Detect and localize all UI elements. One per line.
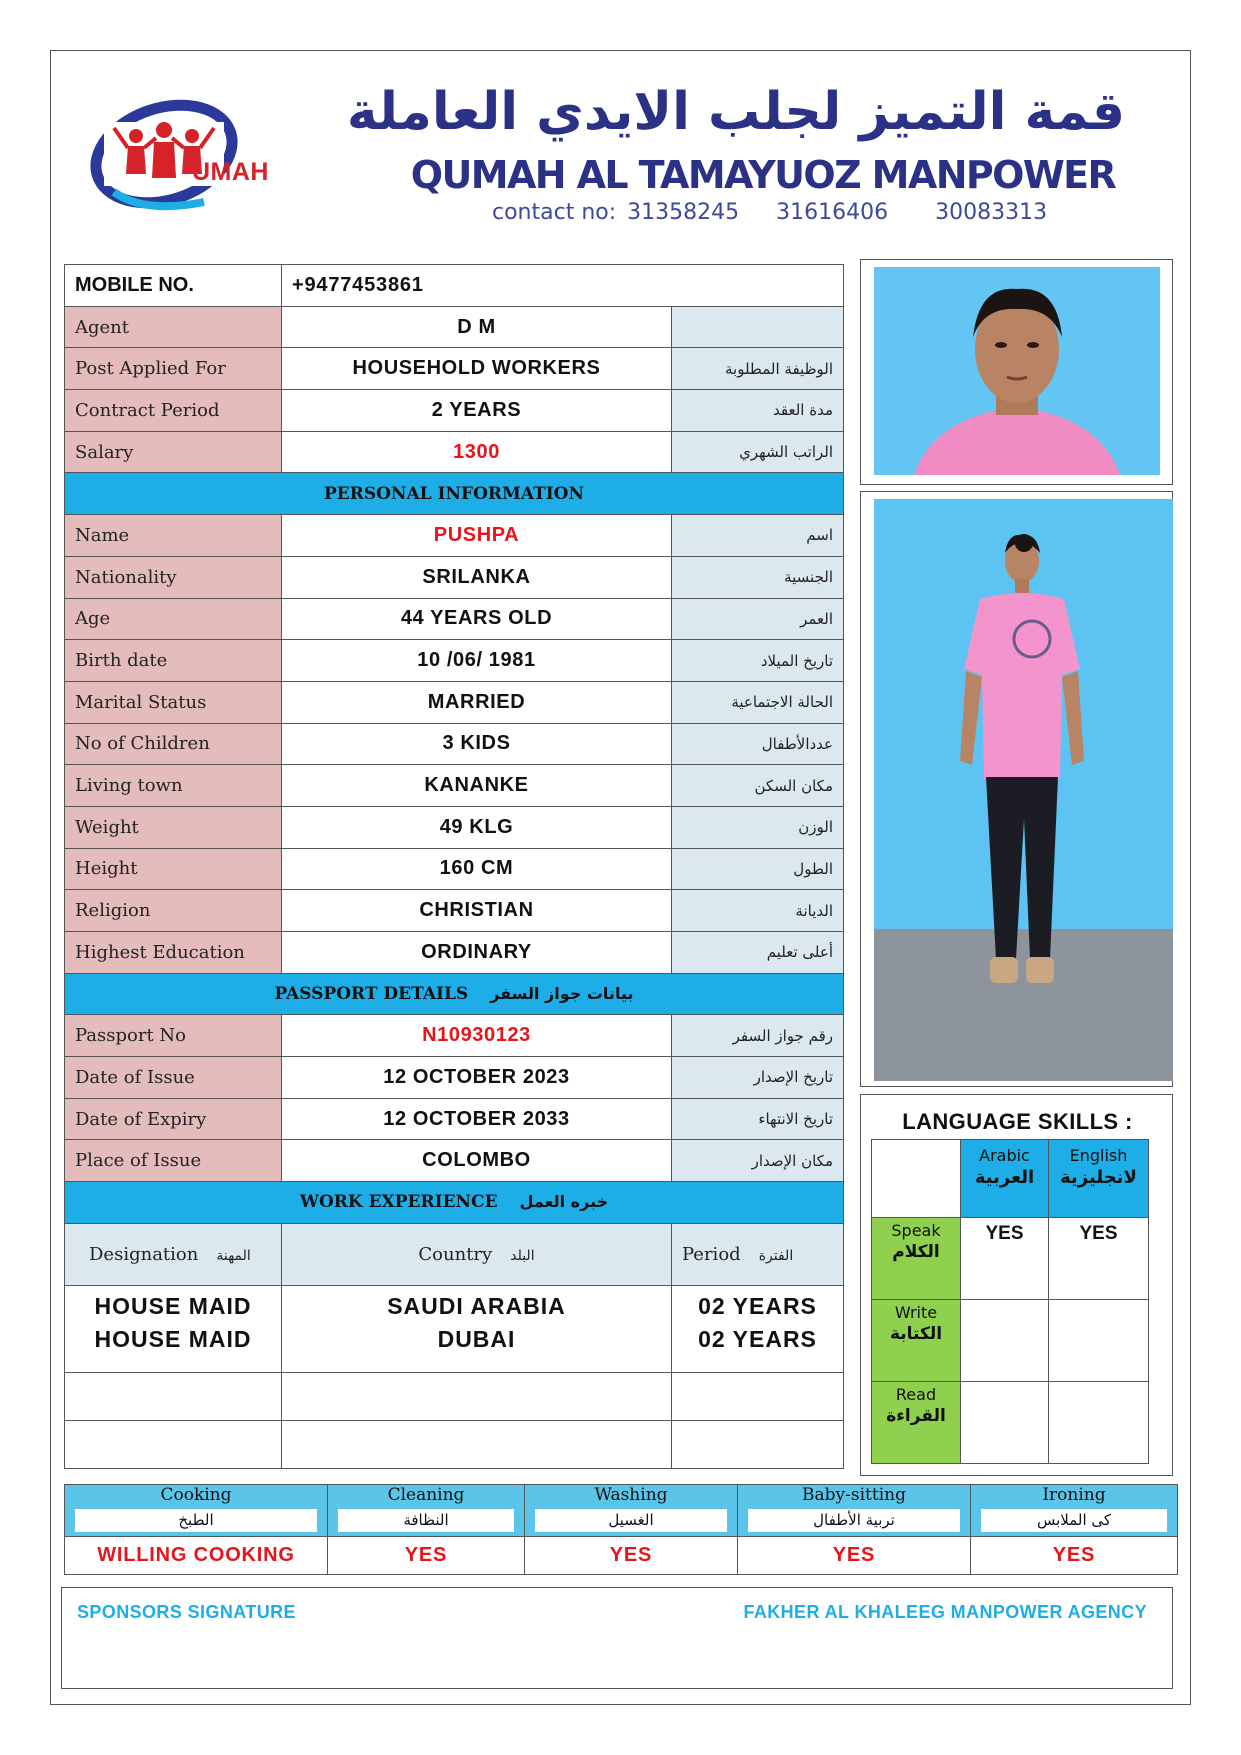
personal-field-arabic-label: الجنسية (672, 556, 844, 598)
work-header-designation-label: Designation (89, 1243, 199, 1265)
english-company-title: QUMAH AL TAMAYUOZ MANPOWER (410, 153, 1116, 197)
passport-field-arabic-label: تاريخ الانتهاء (672, 1098, 844, 1140)
skill-header-ar-cell (65, 1509, 328, 1537)
language-col-label: English (1069, 1146, 1128, 1165)
skill-header: Cleaning (328, 1485, 525, 1509)
passport-field-arabic-label: تاريخ الإصدار (672, 1057, 844, 1099)
empty-cell (672, 1420, 844, 1468)
passport-section-header (65, 973, 844, 1015)
passport-field-row (65, 1098, 844, 1140)
language-col-label-ar: العربية (974, 1167, 1035, 1188)
application-field-row (65, 306, 844, 348)
empty-cell (282, 1420, 672, 1468)
language-skills-title: LANGUAGE SKILLS : (902, 1109, 1133, 1134)
personal-field-label: Marital Status (65, 681, 282, 723)
language-skills-table (871, 1139, 1149, 1464)
personal-field-label: No of Children (65, 723, 282, 765)
application-field-label: Post Applied For (65, 348, 282, 390)
work-section-header (65, 1182, 844, 1224)
personal-field-value: 10 /06/ 1981 (282, 640, 672, 682)
skill-value: YES (738, 1537, 971, 1575)
skill-value: YES (525, 1537, 738, 1575)
skill-header-ar: الغسيل (535, 1509, 727, 1532)
personal-field-value: 160 CM (282, 848, 672, 890)
logo-text: UMAH (192, 158, 269, 186)
company-logo (74, 94, 328, 219)
application-field-value: 1300 (282, 431, 672, 473)
skill-header-ar-cell (971, 1509, 1178, 1537)
personal-field-row (65, 556, 844, 598)
sponsor-signature-label: SPONSORS SIGNATURE (77, 1602, 296, 1622)
work-header-country-label-ar: البلد (510, 1247, 535, 1264)
passport-field-label: Date of Expiry (65, 1098, 282, 1140)
application-field-row (65, 431, 844, 473)
application-field-label: Agent (65, 306, 282, 348)
contact-number-3: 30083313 (935, 200, 1048, 225)
passport-field-value: 12 OCTOBER 2023 (282, 1057, 672, 1099)
skill-header: Baby-sitting (738, 1485, 971, 1509)
passport-field-value: N10930123 (282, 1015, 672, 1057)
personal-field-label: Living town (65, 765, 282, 807)
personal-field-label: Birth date (65, 640, 282, 682)
work-header-row (65, 1223, 844, 1285)
personal-field-value: 49 KLG (282, 806, 672, 848)
language-col-label: Arabic (979, 1146, 1030, 1165)
passport-field-row (65, 1057, 844, 1099)
personal-field-label: Age (65, 598, 282, 640)
personal-field-row (65, 848, 844, 890)
personal-field-label: Name (65, 515, 282, 557)
personal-field-row (65, 723, 844, 765)
personal-field-label: Religion (65, 890, 282, 932)
skill-value: YES (328, 1537, 525, 1575)
skill-header-ar: كى الملابس (981, 1509, 1167, 1532)
skill-header-ar-cell (525, 1509, 738, 1537)
portrait-photo-box (860, 259, 1173, 485)
personal-field-row (65, 806, 844, 848)
work-section-title-ar: خبره العمل (519, 1192, 609, 1212)
skill-header: Cooking (65, 1485, 328, 1509)
passport-field-arabic-label: مكان الإصدار (672, 1140, 844, 1182)
work-header-period-label-ar: الفترة (758, 1247, 794, 1264)
application-field-label: Salary (65, 431, 282, 473)
mobile-value: +9477453861 (282, 265, 844, 307)
passport-field-row (65, 1140, 844, 1182)
work-period-value: 02 YEARS (672, 1285, 844, 1326)
personal-field-arabic-label: الوزن (672, 806, 844, 848)
arabic-company-title: قمة التميز لجلب الايدي العاملة (346, 82, 1125, 142)
speak-arabic-value: YES (961, 1218, 1049, 1300)
personal-field-row (65, 640, 844, 682)
skill-label: Read (895, 1385, 937, 1404)
empty-cell (65, 1372, 282, 1420)
application-field-arabic-label: الراتب الشهري (672, 431, 844, 473)
skill-header: Ironing (971, 1485, 1178, 1509)
work-header-designation (65, 1223, 282, 1285)
passport-field-label: Date of Issue (65, 1057, 282, 1099)
personal-field-arabic-label: عددالأطفال (672, 723, 844, 765)
language-row-read (872, 1382, 961, 1464)
skill-header-ar-cell (738, 1509, 971, 1537)
contact-line (492, 200, 1047, 225)
agency-name: FAKHER AL KHALEEG MANPOWER AGENCY (743, 1602, 1147, 1622)
personal-field-arabic-label: أعلى تعليم (672, 932, 844, 974)
passport-section-row (65, 973, 844, 1015)
work-section-title: WORK EXPERIENCE (299, 1192, 498, 1213)
personal-field-value: 44 YEARS OLD (282, 598, 672, 640)
personal-section-row (65, 473, 844, 515)
skill-header-ar: النظافة (338, 1509, 514, 1532)
application-field-value: HOUSEHOLD WORKERS (282, 348, 672, 390)
language-row-write (872, 1300, 961, 1382)
personal-field-row (65, 765, 844, 807)
signature-box (61, 1587, 1173, 1689)
language-corner-cell (872, 1140, 961, 1218)
mobile-label: MOBILE NO. (65, 265, 282, 307)
work-header-designation-label-ar: المهنة (216, 1247, 251, 1264)
language-col-english (1049, 1140, 1149, 1218)
application-field-value: 2 YEARS (282, 390, 672, 432)
personal-field-value: MARRIED (282, 681, 672, 723)
work-designation-value: HOUSE MAID (65, 1285, 282, 1326)
passport-field-arabic-label: رقم جواز السفر (672, 1015, 844, 1057)
personal-field-value: CHRISTIAN (282, 890, 672, 932)
passport-field-label: Place of Issue (65, 1140, 282, 1182)
work-country-value: DUBAI (282, 1326, 672, 1372)
passport-field-value: COLOMBO (282, 1140, 672, 1182)
personal-field-row (65, 598, 844, 640)
personal-field-value: SRILANKA (282, 556, 672, 598)
personal-field-row (65, 890, 844, 932)
passport-field-row (65, 1015, 844, 1057)
personal-field-label: Weight (65, 806, 282, 848)
work-section-row (65, 1182, 844, 1224)
work-experience-empty-row (65, 1372, 844, 1420)
application-field-value: D M (282, 306, 672, 348)
skill-label: Write (894, 1303, 938, 1322)
personal-field-value: KANANKE (282, 765, 672, 807)
personal-section-title: PERSONAL INFORMATION (323, 483, 585, 504)
work-country-value: SAUDI ARABIA (282, 1285, 672, 1326)
application-field-row (65, 390, 844, 432)
personal-field-arabic-label: تاريخ الميلاد (672, 640, 844, 682)
skill-header-ar: الطبخ (75, 1509, 317, 1532)
application-field-arabic-label: الوظيفة المطلوبة (672, 348, 844, 390)
skill-label-ar: الكتابة (889, 1324, 943, 1344)
speak-english-value: YES (1049, 1218, 1149, 1300)
application-field-arabic-label: مدة العقد (672, 390, 844, 432)
personal-field-row (65, 932, 844, 974)
write-english-value (1049, 1300, 1149, 1382)
empty-cell (65, 1420, 282, 1468)
work-experience-empty-row (65, 1420, 844, 1468)
work-header-period (672, 1223, 844, 1285)
work-designation-value: HOUSE MAID (65, 1326, 282, 1372)
personal-field-label: Nationality (65, 556, 282, 598)
language-col-arabic (961, 1140, 1049, 1218)
passport-section-title-ar: بيانات جواز السفر (490, 984, 634, 1004)
empty-cell (282, 1372, 672, 1420)
application-field-row (65, 348, 844, 390)
skill-label: Speak (891, 1221, 941, 1240)
application-field-arabic-label (672, 306, 844, 348)
work-header-country-label: Country (418, 1243, 493, 1265)
language-row-speak (872, 1218, 961, 1300)
skill-value: WILLING COOKING (65, 1537, 328, 1575)
personal-field-value: PUSHPA (282, 515, 672, 557)
skill-label-ar: الكلام (892, 1242, 940, 1262)
read-english-value (1049, 1382, 1149, 1464)
personal-field-label: Height (65, 848, 282, 890)
skill-header-ar-cell (328, 1509, 525, 1537)
empty-cell (672, 1372, 844, 1420)
work-header-period-label: Period (682, 1243, 741, 1265)
language-skills-box (860, 1094, 1173, 1476)
contact-number-2: 31616406 (776, 200, 889, 225)
read-arabic-value (961, 1382, 1049, 1464)
personal-field-row (65, 681, 844, 723)
personal-field-arabic-label: الطول (672, 848, 844, 890)
skills-table (64, 1484, 1178, 1575)
skill-header: Washing (525, 1485, 738, 1509)
skill-header-ar: تربية الأطفال (748, 1509, 960, 1532)
work-experience-row (65, 1326, 844, 1372)
full-body-photo (874, 499, 1173, 1081)
personal-field-arabic-label: الحالة الاجتماعية (672, 681, 844, 723)
personal-section-header (65, 473, 844, 515)
contact-label: contact no: (492, 200, 617, 225)
personal-field-arabic-label: العمر (672, 598, 844, 640)
skill-value: YES (971, 1537, 1178, 1575)
personal-field-arabic-label: الديانة (672, 890, 844, 932)
passport-field-value: 12 OCTOBER 2033 (282, 1098, 672, 1140)
personal-field-arabic-label: مكان السكن (672, 765, 844, 807)
work-experience-row (65, 1285, 844, 1326)
contact-number-1: 31358245 (627, 200, 740, 225)
language-col-label-ar: لانجليزية (1060, 1167, 1137, 1188)
full-body-photo-box (860, 491, 1173, 1087)
personal-field-arabic-label: اسم (672, 515, 844, 557)
work-period-value: 02 YEARS (672, 1326, 844, 1372)
write-arabic-value (961, 1300, 1049, 1382)
work-header-country (282, 1223, 672, 1285)
passport-section-title: PASSPORT DETAILS (274, 984, 469, 1005)
mobile-row (65, 265, 844, 307)
cv-info-table (64, 264, 844, 1469)
personal-field-row (65, 515, 844, 557)
portrait-photo (874, 267, 1160, 475)
skill-label-ar: القراءة (886, 1406, 946, 1426)
personal-field-value: 3 KIDS (282, 723, 672, 765)
personal-field-value: ORDINARY (282, 932, 672, 974)
personal-field-label: Highest Education (65, 932, 282, 974)
application-field-label: Contract Period (65, 390, 282, 432)
passport-field-label: Passport No (65, 1015, 282, 1057)
